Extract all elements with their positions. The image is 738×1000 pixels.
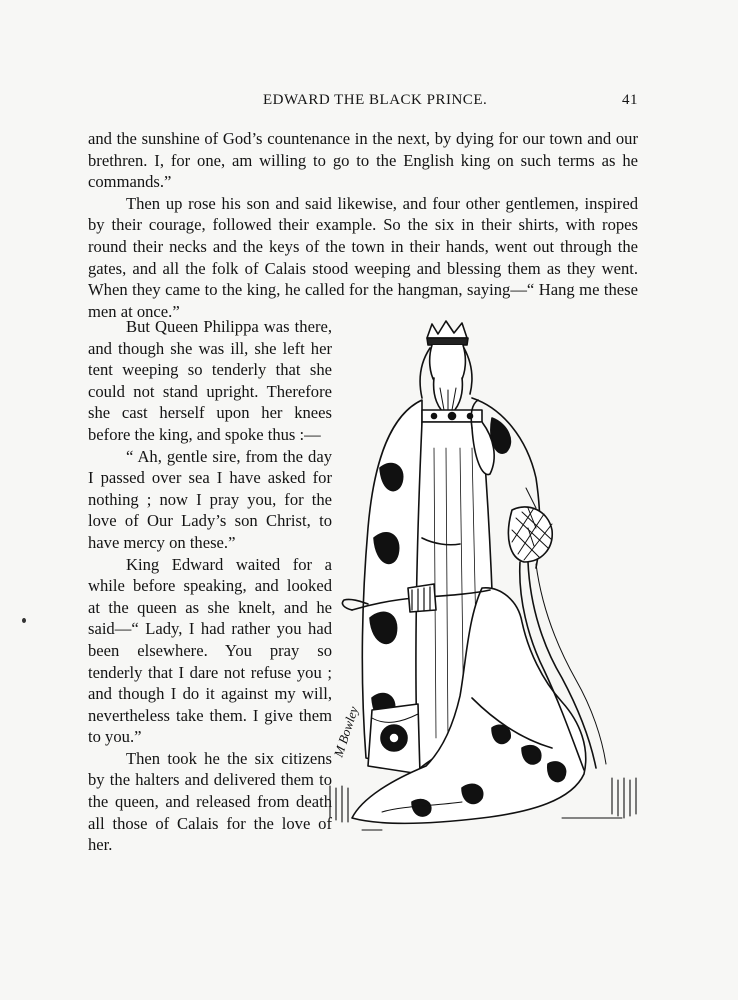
crown (427, 321, 467, 338)
paragraph: Then took he the six citizens by the halters and delivered them to the queen, and released from death all those of Calais for the love of her. (88, 748, 332, 855)
artist-signature: M Bowley (330, 704, 362, 759)
paragraph: and the sunshine of God’s countenance in the next, by dying for our town and our brethren. I, for one, am willing to go to the English king on such terms as he commands.” (88, 129, 638, 192)
paragraph: Then up rose his son and said likewise, and four other gentlemen, inspired by their courage, followed their example. So the six in their shirts, with ropes round their necks and the keys of the town in their hands, went out through the gates, and all the folk of Calais stood weeping and blessing them as they went. When they came to the king, he called for the hangman, saying—“ Hang me these men at once.” (88, 193, 638, 321)
running-title: EDWARD THE BLACK PRINCE. (263, 92, 488, 108)
king-and-queen-illustration (322, 318, 652, 878)
paragraph: “ Ah, gentle sire, from the day I passed over sea I have asked for nothing ; now I pray you, for the love of Our Lady’s son Christ, to have mercy on these.” (88, 446, 332, 552)
page-number: 41 (622, 92, 638, 108)
paragraph: King Edward waited for a while before speaking, and looked at the queen as she knelt, and he said—“ Lady, I had rather you had been elsewhere. You pray so tenderly that I dare not refuse you ; and though I do it against my will, nevertheless take them. I give them to you.” (88, 554, 332, 747)
side-column-text (88, 316, 332, 856)
paragraph: But Queen Philippa was there, and though she was ill, she left her tent weeping so tenderly that she could not stand upright. Therefore she cast herself upon her knees before the king, and spoke thus :— (88, 317, 332, 444)
ink-speck (22, 618, 26, 623)
full-width-text (88, 128, 638, 322)
